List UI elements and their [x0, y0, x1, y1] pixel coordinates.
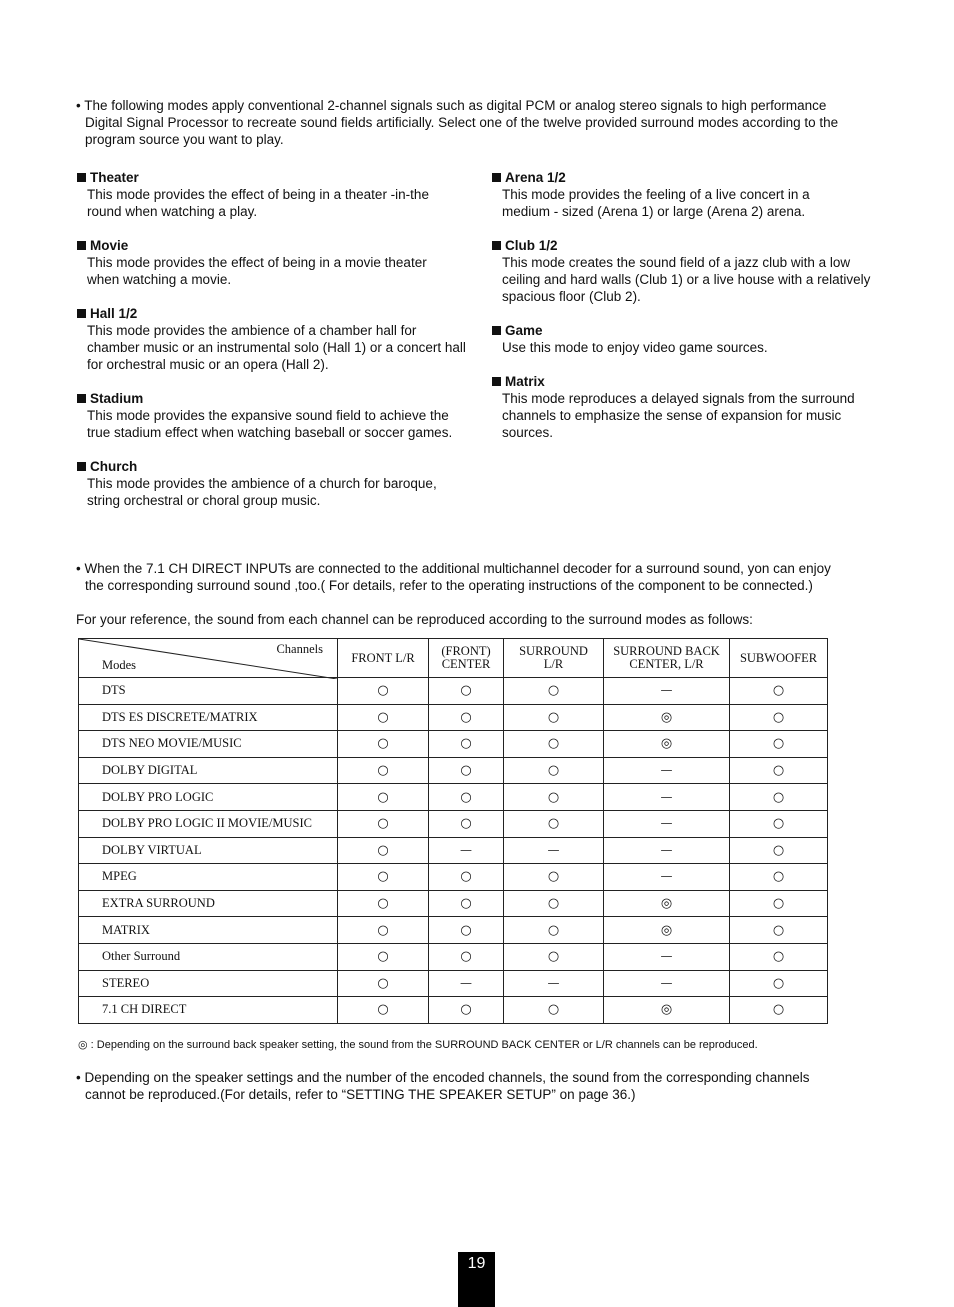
mode-description: This mode reproduces a delayed signals from the surround channels to emphasize the sense of expansion for music sources. [502, 391, 855, 440]
dash-icon: — [547, 975, 560, 990]
square-bullet-icon [77, 394, 86, 403]
circle-icon: ○ [377, 869, 389, 885]
channel-cell [730, 704, 828, 731]
column-header: (FRONT) CENTER [429, 639, 504, 678]
channel-cell [504, 890, 604, 917]
table-row [79, 890, 828, 917]
circle-icon: ○ [547, 683, 560, 699]
channel-cell [504, 997, 604, 1024]
circle-icon: ○ [772, 789, 785, 805]
channel-cell [604, 704, 730, 731]
circle-icon: ○ [377, 975, 389, 991]
mode-name-cell: DOLBY PRO LOGIC [79, 784, 338, 811]
circle-icon: ○ [460, 736, 472, 752]
channel-cell [429, 784, 504, 811]
table-row [79, 837, 828, 864]
channel-table [78, 638, 828, 1024]
channel-cell [338, 943, 429, 970]
column-header: SURROUND L/R [504, 639, 604, 678]
direct-input-paragraph [76, 560, 886, 594]
channel-cell [504, 757, 604, 784]
channel-cell [604, 784, 730, 811]
circle-icon: ○ [460, 1002, 472, 1018]
circle-icon: ○ [772, 816, 785, 832]
channel-cell [338, 837, 429, 864]
channel-cell [338, 678, 429, 705]
channel-cell [604, 997, 730, 1024]
table-row [79, 943, 828, 970]
speaker-first-line: • Depending on the speaker settings and the number of the encoded channels, the sound from the corresponding channels [76, 1070, 810, 1085]
intro-rest: Digital Signal Processor to recreate sound fields artificially. Select one of the twelve provided surround modes according to the program source you want to play. [85, 115, 839, 147]
double-circle-icon: ◎ [660, 1002, 673, 1018]
table-row [79, 810, 828, 837]
circle-icon: ○ [547, 896, 560, 912]
channel-cell [504, 678, 604, 705]
square-bullet-icon [492, 241, 501, 250]
circle-icon: ○ [772, 842, 785, 858]
channel-cell [730, 837, 828, 864]
mode-description: This mode provides the ambience of a chamber hall for chamber music or an instrumental solo (Hall 1) or a concert hall for orchestral music or an opera (Hall 2). [87, 323, 466, 372]
circle-icon: ○ [547, 816, 560, 832]
circle-icon: ○ [772, 896, 785, 912]
channel-cell [730, 997, 828, 1024]
channel-cell [504, 943, 604, 970]
channel-cell [730, 917, 828, 944]
square-bullet-icon [492, 326, 501, 335]
channel-cell [338, 704, 429, 731]
channel-cell [429, 678, 504, 705]
mode-description: This mode provides the expansive sound field to achieve the true stadium effect when watching baseball or soccer games. [87, 408, 453, 440]
mode-title: Movie [90, 238, 129, 253]
channel-cell [604, 970, 730, 997]
circle-icon: ○ [377, 683, 389, 699]
direct-first-line: • When the 7.1 CH DIRECT INPUTs are connected to the additional multichannel decoder for a surround sound, yon can enjoy [76, 561, 831, 576]
circle-icon: ○ [772, 922, 785, 938]
mode-description: This mode provides the effect of being in a theater -in-the round when watching a play. [87, 187, 429, 219]
circle-icon: ○ [547, 869, 560, 885]
channel-cell [429, 757, 504, 784]
table-header-row [79, 639, 828, 678]
mode-title: Hall 1/2 [90, 306, 138, 321]
mode-title: Arena 1/2 [505, 170, 566, 185]
double-circle-icon: ◎ [660, 896, 673, 912]
dash-icon: — [660, 763, 673, 778]
reference-text: For your reference, the sound from each channel can be reproduced according to the surround modes as follows: [76, 612, 753, 627]
dash-icon: — [660, 683, 673, 698]
mode-title: Church [90, 459, 138, 474]
circle-icon: ○ [772, 736, 785, 752]
square-bullet-icon [492, 377, 501, 386]
mode-description: This mode provides the feeling of a live concert in a medium - sized (Arena 1) or large (Arena 2) arena. [502, 187, 810, 219]
mode-title: Club 1/2 [505, 238, 558, 253]
circle-icon: ○ [460, 789, 472, 805]
mode-name-cell: DTS ES DISCRETE/MATRIX [79, 704, 338, 731]
channel-cell [338, 810, 429, 837]
mode-movie [77, 237, 477, 288]
column-header: SURROUND BACK CENTER, L/R [604, 639, 730, 678]
circle-icon: ○ [547, 922, 560, 938]
direct-rest: the corresponding surround sound ,too.( For details, refer to the operating instructions of the component to be connected.) [85, 578, 813, 593]
channel-cell [504, 704, 604, 731]
mode-theater [77, 169, 477, 220]
circle-icon: ○ [460, 709, 472, 725]
circle-icon: ○ [377, 816, 389, 832]
channel-cell [429, 810, 504, 837]
dash-icon: — [460, 842, 472, 857]
square-bullet-icon [77, 173, 86, 182]
channel-cell [504, 917, 604, 944]
circle-icon: ○ [460, 922, 472, 938]
circle-icon: ○ [377, 842, 389, 858]
circle-icon: ○ [460, 763, 472, 779]
channel-cell [504, 731, 604, 758]
channel-cell [730, 784, 828, 811]
channel-cell [730, 731, 828, 758]
circle-icon: ○ [377, 1002, 389, 1018]
modes-right-column [492, 169, 892, 458]
table-row [79, 970, 828, 997]
circle-icon: ○ [460, 869, 472, 885]
circle-icon: ○ [377, 896, 389, 912]
channel-cell [730, 810, 828, 837]
channels-label: Channels [276, 642, 323, 656]
mode-title: Game [505, 323, 543, 338]
channel-cell [429, 943, 504, 970]
mode-name-cell: Other Surround [79, 943, 338, 970]
mode-arena [492, 169, 892, 220]
circle-icon: ○ [377, 949, 389, 965]
channel-cell [429, 731, 504, 758]
square-bullet-icon [77, 309, 86, 318]
dash-icon: — [660, 842, 673, 857]
channel-cell [338, 890, 429, 917]
channel-cell [604, 837, 730, 864]
channel-cell [730, 943, 828, 970]
circle-icon: ○ [460, 949, 472, 965]
circle-icon: ○ [772, 763, 785, 779]
modes-label: Modes [102, 658, 137, 672]
channel-cell [730, 864, 828, 891]
channel-cell [604, 890, 730, 917]
channel-cell [604, 678, 730, 705]
circle-icon: ○ [772, 683, 785, 699]
mode-game [492, 322, 892, 356]
column-header: FRONT L/R [338, 639, 429, 678]
mode-description: This mode provides the effect of being in a movie theater when watching a movie. [87, 255, 427, 287]
mode-name-cell: DTS [79, 678, 338, 705]
page-number: 19 [458, 1252, 495, 1307]
double-circle-icon: ◎ [660, 922, 673, 938]
circle-icon: ○ [547, 709, 560, 725]
channel-cell [429, 997, 504, 1024]
circle-icon: ○ [377, 736, 389, 752]
mode-name-cell: MATRIX [79, 917, 338, 944]
double-circle-icon: ◎ [660, 736, 673, 752]
channel-cell [338, 731, 429, 758]
channel-cell [504, 864, 604, 891]
channel-cell [604, 864, 730, 891]
channel-cell [604, 731, 730, 758]
channel-cell [730, 678, 828, 705]
channel-cell [429, 837, 504, 864]
circle-icon: ○ [377, 922, 389, 938]
circle-icon: ○ [772, 949, 785, 965]
mode-club [492, 237, 892, 305]
speaker-rest: cannot be reproduced.(For details, refer to “SETTING THE SPEAKER SETUP” on page 36.) [85, 1087, 636, 1102]
dash-icon: — [660, 949, 673, 964]
table-row [79, 997, 828, 1024]
channel-cell [604, 917, 730, 944]
mode-name-cell: MPEG [79, 864, 338, 891]
mode-name-cell: DOLBY VIRTUAL [79, 837, 338, 864]
intro-first-line: • The following modes apply conventional 2-channel signals such as digital PCM or analog stereo signals to high performance [76, 98, 827, 113]
table-row [79, 757, 828, 784]
double-circle-icon: ◎ [660, 709, 673, 725]
dash-icon: — [660, 869, 673, 884]
circle-icon: ○ [377, 709, 389, 725]
mode-name-cell: DTS NEO MOVIE/MUSIC [79, 731, 338, 758]
channel-cell [429, 704, 504, 731]
channel-cell [730, 757, 828, 784]
mode-title: Matrix [505, 374, 545, 389]
table-row [79, 917, 828, 944]
circle-icon: ○ [547, 736, 560, 752]
square-bullet-icon [77, 462, 86, 471]
table-row [79, 784, 828, 811]
channel-cell [429, 917, 504, 944]
modes-left-column [77, 169, 477, 526]
dash-icon: — [460, 975, 472, 990]
circle-icon: ○ [377, 763, 389, 779]
circle-icon: ○ [377, 789, 389, 805]
dash-icon: — [660, 789, 673, 804]
channel-cell [338, 864, 429, 891]
footnote: ◎ : Depending on the surround back speaker setting, the sound from the SURROUND BACK CENTER or L/R channels can be reproduced. [78, 1039, 758, 1051]
circle-icon: ○ [772, 975, 785, 991]
channel-cell [730, 970, 828, 997]
mode-name-cell: 7.1 CH DIRECT [79, 997, 338, 1024]
mode-description: Use this mode to enjoy video game sources. [502, 340, 768, 355]
channel-cell [338, 970, 429, 997]
circle-icon: ○ [547, 763, 560, 779]
mode-matrix [492, 373, 892, 441]
channel-cell [604, 757, 730, 784]
circle-icon: ○ [547, 1002, 560, 1018]
channel-cell [604, 943, 730, 970]
channel-cell [504, 810, 604, 837]
channel-cell [338, 784, 429, 811]
square-bullet-icon [492, 173, 501, 182]
circle-icon: ○ [547, 949, 560, 965]
mode-title: Stadium [90, 391, 144, 406]
speaker-paragraph [76, 1069, 886, 1103]
circle-icon: ○ [460, 816, 472, 832]
channel-cell [429, 864, 504, 891]
circle-icon: ○ [460, 683, 472, 699]
mode-name-cell: EXTRA SURROUND [79, 890, 338, 917]
table-corner-cell [79, 639, 338, 678]
channel-cell [730, 890, 828, 917]
channel-cell [504, 837, 604, 864]
table-row [79, 731, 828, 758]
mode-stadium [77, 390, 477, 441]
table-body [79, 678, 828, 1024]
channel-cell [504, 784, 604, 811]
table-row [79, 864, 828, 891]
channel-cell [338, 997, 429, 1024]
dash-icon: — [547, 842, 560, 857]
column-header: SUBWOOFER [730, 639, 828, 678]
circle-icon: ○ [460, 896, 472, 912]
channel-cell [504, 970, 604, 997]
square-bullet-icon [77, 241, 86, 250]
channel-cell [338, 757, 429, 784]
table-row [79, 704, 828, 731]
channel-cell [429, 970, 504, 997]
channel-cell [429, 890, 504, 917]
dash-icon: — [660, 975, 673, 990]
intro-paragraph [76, 97, 886, 148]
channel-cell [338, 917, 429, 944]
mode-name-cell: STEREO [79, 970, 338, 997]
mode-description: This mode provides the ambience of a church for baroque, string orchestral or choral group music. [87, 476, 437, 508]
table-row [79, 678, 828, 705]
dash-icon: — [660, 816, 673, 831]
circle-icon: ○ [772, 869, 785, 885]
channel-cell [604, 810, 730, 837]
mode-church [77, 458, 477, 509]
mode-name-cell: DOLBY PRO LOGIC II MOVIE/MUSIC [79, 810, 338, 837]
mode-name-cell: DOLBY DIGITAL [79, 757, 338, 784]
mode-description: This mode creates the sound field of a jazz club with a low ceiling and hard walls (Club 1) or a live house with a relatively spacious floor (Club 2). [502, 255, 871, 304]
mode-title: Theater [90, 170, 139, 185]
circle-icon: ○ [772, 1002, 785, 1018]
circle-icon: ○ [547, 789, 560, 805]
circle-icon: ○ [772, 709, 785, 725]
mode-hall [77, 305, 477, 373]
